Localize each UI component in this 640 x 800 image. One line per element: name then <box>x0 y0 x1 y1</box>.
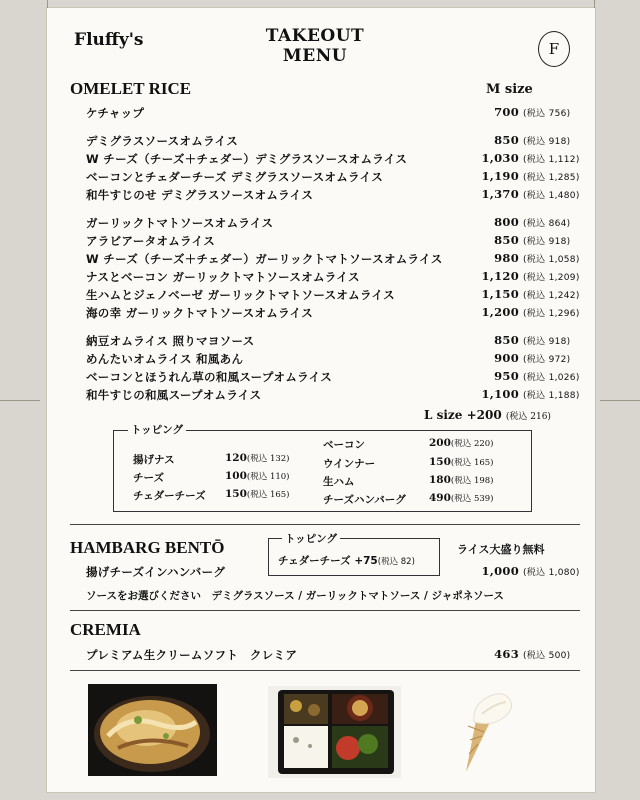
item-name: ベーコンとチェダーチーズ デミグラスソースオムライス <box>86 170 384 184</box>
item-tax: (税込 1,209) <box>523 273 580 283</box>
item-tax: (税込 918) <box>523 137 571 147</box>
l-size-upcharge <box>424 408 551 422</box>
page-title <box>255 26 375 66</box>
menu-item-omelet <box>86 333 571 350</box>
soft-cream-photo <box>460 686 520 776</box>
item-name: 生ハムとジェノベーゼ ガーリックトマトソースオムライス <box>86 288 395 302</box>
topping-price: 180(税込 198) <box>429 474 494 486</box>
topping-name: ウインナー <box>323 458 376 470</box>
topping-item <box>323 492 494 507</box>
topping-name: ベーコン <box>323 439 365 451</box>
menu-item-omelet <box>86 187 580 204</box>
item-tax: (税込 1,188) <box>523 391 580 401</box>
item-name: ケチャップ <box>86 106 145 120</box>
item-price: 850 <box>494 233 519 247</box>
topping-price: 100(税込 110) <box>225 470 290 482</box>
item-tax: (税込 918) <box>523 237 571 247</box>
item-price: 850 <box>494 333 519 347</box>
item-price: 1,000 <box>481 564 519 578</box>
item-price: 1,030 <box>481 151 519 165</box>
item-price: 1,190 <box>481 169 519 183</box>
item-name: 和牛すじのせ デミグラスソースオムライス <box>86 188 314 202</box>
item-price: 1,100 <box>481 387 519 401</box>
hamburg-topping-name: チェダーチーズ <box>278 555 351 567</box>
item-name: プレミアム生クリームソフト クレミア <box>86 648 298 662</box>
item-price: 1,150 <box>481 287 519 301</box>
item-tax: (税込 1,296) <box>523 309 580 319</box>
section-heading-cremia: CREMIA <box>70 620 141 639</box>
l-size-label: L size <box>424 408 463 422</box>
menu-item-omelet <box>86 269 580 286</box>
l-size-price: +200 <box>466 408 502 422</box>
item-price: 1,200 <box>481 305 519 319</box>
topping-item <box>323 456 494 471</box>
topping-name: チーズ <box>133 472 164 484</box>
crop-mark <box>594 0 595 8</box>
section-divider <box>70 670 580 671</box>
topping-item <box>133 470 290 485</box>
item-name: めんたいオムライス 和風あん <box>86 352 244 366</box>
sauce-options: ソースをお選びください デミグラスソース / ガーリックトマトソース / ジャポネソース <box>86 590 504 602</box>
item-tax: (税込 1,242) <box>523 291 580 301</box>
crop-mark <box>47 0 48 8</box>
item-tax: (税込 1,285) <box>523 173 580 183</box>
omelet-rice-photo <box>88 684 217 776</box>
topping-price: 200(税込 220) <box>429 437 494 449</box>
item-tax: (税込 1,112) <box>523 155 580 165</box>
item-name: 和牛すじの和風スープオムライス <box>86 388 262 402</box>
topping-name: チーズハンバーグ <box>323 494 406 506</box>
item-name: 揚げチーズインハンバーグ <box>86 565 226 579</box>
item-name: ベーコンとほうれん草の和風スープオムライス <box>86 370 333 384</box>
l-size-tax: (税込 216) <box>505 412 551 422</box>
topping-label: トッピング <box>128 422 186 437</box>
item-price: 1,120 <box>481 269 519 283</box>
menu-item-cremia <box>86 647 571 664</box>
item-name: デミグラスソースオムライス <box>86 134 239 148</box>
topping-name: 生ハム <box>323 476 355 488</box>
item-price: 850 <box>494 133 519 147</box>
section-heading-hamburg: HAMBARG BENTŌ <box>70 538 225 557</box>
title-line: MENU <box>282 46 348 66</box>
section-divider <box>70 610 580 611</box>
menu-item-omelet <box>86 215 571 232</box>
menu-item-omelet <box>86 251 580 268</box>
menu-item-omelet <box>86 133 571 150</box>
rice-note: ライス大盛り無料 <box>457 543 545 556</box>
size-label: M size <box>486 82 533 97</box>
item-tax: (税込 1,058) <box>523 255 580 265</box>
item-price: 800 <box>494 215 519 229</box>
topping-item <box>133 452 290 467</box>
title-line: TAKEOUT <box>265 26 365 46</box>
item-price: 900 <box>494 351 519 365</box>
menu-item-omelet <box>86 233 571 250</box>
item-name: 海の幸 ガーリックトマトソースオムライス <box>86 306 314 320</box>
item-name: W チーズ（チーズ＋チェダー）デミグラスソースオムライス <box>86 152 408 166</box>
hamburg-bento-photo <box>268 686 401 778</box>
topping-item <box>133 488 290 503</box>
item-tax: (税込 500) <box>523 651 571 661</box>
item-price: 950 <box>494 369 519 383</box>
item-tax: (税込 864) <box>523 219 571 229</box>
item-tax: (税込 1,026) <box>523 373 580 383</box>
topping-price: 150(税込 165) <box>225 488 290 500</box>
menu-item-omelet <box>86 351 571 368</box>
item-tax: (税込 918) <box>523 337 571 347</box>
menu-item-omelet <box>86 151 580 168</box>
item-name: アラビアータオムライス <box>86 234 215 248</box>
item-name: 納豆オムライス 照りマヨソース <box>86 334 255 348</box>
item-tax: (税込 972) <box>523 355 571 365</box>
item-tax: (税込 756) <box>523 109 571 119</box>
item-price: 700 <box>494 105 519 119</box>
crop-mark <box>0 400 40 401</box>
section-heading-omelet: OMELET RICE <box>70 79 192 98</box>
item-name: W チーズ（チーズ＋チェダー）ガーリックトマトソースオムライス <box>86 252 443 266</box>
menu-item-omelet <box>86 105 571 122</box>
item-price: 463 <box>494 647 519 661</box>
section-divider <box>70 524 580 525</box>
brand-logo: F <box>538 31 570 67</box>
menu-item-omelet <box>86 305 580 322</box>
topping-price: 490(税込 539) <box>429 492 494 504</box>
item-name: ガーリックトマトソースオムライス <box>86 216 274 230</box>
crop-mark <box>600 400 640 401</box>
topping-name: 揚げナス <box>133 454 175 466</box>
hamburg-topping-tax: (税込 82) <box>377 557 415 567</box>
topping-price: 150(税込 165) <box>429 456 494 468</box>
menu-item-hamburg <box>86 564 580 581</box>
topping-price: 120(税込 132) <box>225 452 290 464</box>
menu-item-omelet <box>86 287 580 304</box>
menu-item-omelet <box>86 169 580 186</box>
item-tax: (税込 1,480) <box>523 191 580 201</box>
item-price: 980 <box>494 251 519 265</box>
hamburg-topping-price: +75 <box>354 555 378 567</box>
brand-name: Fluffy's <box>74 30 144 50</box>
item-price: 1,370 <box>481 187 519 201</box>
topping-name: チェダーチーズ <box>133 490 206 502</box>
menu-item-omelet <box>86 369 580 386</box>
topping-item <box>323 474 494 489</box>
item-name: ナスとベーコン ガーリックトマトソースオムライス <box>86 270 360 284</box>
item-tax: (税込 1,080) <box>523 568 580 578</box>
menu-item-omelet <box>86 387 580 404</box>
hamburg-topping-label: トッピング <box>282 531 340 546</box>
topping-item <box>323 437 494 452</box>
